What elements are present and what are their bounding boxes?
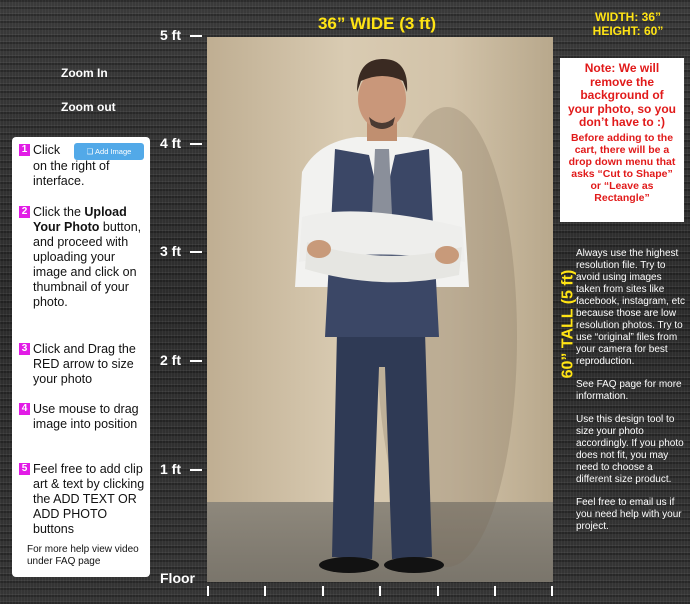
step-1-text-a: Click [33, 143, 61, 157]
person-photo [207, 37, 553, 582]
height-label: HEIGHT: 60” [592, 24, 664, 38]
width-label: WIDTH: 36” [595, 10, 661, 24]
zoom-in-button[interactable]: Zoom In [61, 66, 108, 80]
bottom-ruler-tick [264, 586, 266, 596]
bottom-ruler-tick [207, 586, 209, 596]
ruler-label-floor: Floor [160, 570, 195, 586]
bottom-ruler-tick [379, 586, 381, 596]
upload-photo-label: Upload Your Photo [33, 205, 127, 234]
bottom-ruler-tick [551, 586, 553, 596]
step-5-text: Feel free to add clip art & text by clicking the ADD TEXT OR ADD PHOTO buttons [33, 462, 145, 536]
instructions-panel [12, 137, 150, 577]
step-number: 3 [19, 343, 30, 355]
ruler-tick [190, 469, 202, 471]
design-canvas-photo[interactable] [207, 37, 553, 582]
ruler-label-3ft: 3 ft [160, 243, 181, 259]
tip-email: Feel free to email us if you need help with your project. [576, 497, 682, 532]
canvas-height-text: 60” TALL (5 ft) [559, 269, 576, 379]
step-number: 2 [19, 206, 30, 218]
step-1-text-b: on the right of interface. [33, 159, 110, 188]
ruler-label-1ft: 1 ft [160, 461, 181, 477]
step-2-text [33, 205, 149, 310]
ruler-label-5ft: 5 ft [160, 27, 181, 43]
step-2-text-a: Click the [33, 205, 85, 219]
bottom-ruler-tick [437, 586, 439, 596]
tips-panel [576, 248, 688, 544]
tip-faq: See FAQ page for more information. [576, 379, 682, 402]
canvas-width-title: 36” WIDE (3 ft) [317, 14, 437, 33]
step-3-text: Click and Drag the RED arrow to size your photo [33, 342, 136, 386]
ruler-label-2ft: 2 ft [160, 352, 181, 368]
tip-sizing: Use this design tool to size your photo accordingly. If you photo does not fit, you may need to choose a different size product. [576, 414, 684, 485]
step-4-text: Use mouse to drag image into position [33, 402, 139, 431]
ruler-tick [190, 360, 202, 362]
ruler-tick [190, 143, 202, 145]
ruler-label-4ft: 4 ft [160, 135, 181, 151]
bottom-ruler-tick [322, 586, 324, 596]
add-image-button[interactable]: ❑ Add Image [74, 143, 144, 160]
tip-resolution: Always use the highest resolution file. Try to avoid using images taken from sites like facebook, instagram, etc because those are low resolution photos. Try to use “original” files from your camera for best reproduction. [576, 248, 685, 367]
bottom-ruler-tick [494, 586, 496, 596]
zoom-out-button[interactable]: Zoom out [61, 100, 116, 114]
size-info [572, 10, 684, 38]
step-number: 4 [19, 403, 30, 415]
step-number: 1 [19, 144, 30, 156]
help-text: For more help view video under FAQ page [27, 544, 139, 567]
note-box [560, 58, 684, 222]
step-number: 5 [19, 463, 30, 475]
note-headline: Note: We will remove the background of your photo, so you don’t have to :) [568, 61, 676, 129]
ruler-tick [190, 35, 202, 37]
ruler-tick [190, 251, 202, 253]
note-body: Before adding to the cart, there will be a drop down menu that asks “Cut to Shape” or “Leave as Rectangle” [568, 131, 676, 204]
step-2-text-b: button, and proceed with uploading your image and click on thumbnail of your photo. [33, 220, 142, 309]
